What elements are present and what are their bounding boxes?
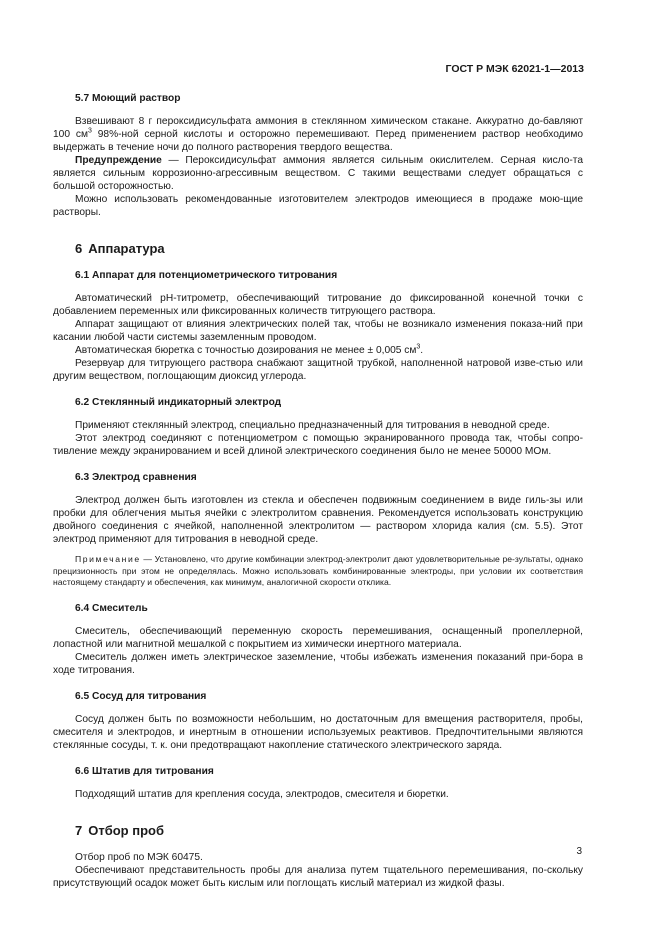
section-6-2-paragraph-2: Этот электрод соединяют с потенциометром с помощью экранированного провода так, чтобы сопро-тивление между экранированием и всей длиной электрического соединения было не менее 50000 МОм.	[53, 433, 583, 457]
section-6-2-title: 6.2 Стеклянный индикаторный электрод	[75, 397, 282, 408]
section-6-4-paragraph-2: Смеситель должен иметь электрическое заземление, чтобы избежать изменения показаний при-бора в ходе титрования.	[53, 651, 583, 676]
section-6-2-paragraph-1: Применяют стеклянный электрод, специально предназначенный для титрования в неводной среде.	[75, 420, 550, 431]
note-label: Примечание	[75, 554, 141, 564]
section-6-1-title: 6.1 Аппарат для потенциометрического титрования	[75, 270, 338, 281]
section-6-5-paragraph-1: Сосуд должен быть по возможности небольшим, но достаточным для вмещения растворителя, пробы, смесителя и электродов, и инертным в отношении используемых реактивов. Предпочтительными являются стеклянные сосуды, т. к. они предотвращают накопление статического электрического заряда.	[53, 713, 583, 751]
section-7-heading: 7 Отбор проб	[75, 822, 164, 838]
section-6-3-title: 6.3 Электрод сравнения	[75, 472, 197, 483]
warning-label: Предупреждение	[75, 155, 162, 166]
section-6-1-paragraph-2: Аппарат защищают от влияния электрических полей так, чтобы не возникало изменения показа-ний при касании любой части системы заземленным проводом.	[53, 319, 583, 343]
standard-header: ГОСТ Р МЭК 62021-1—2013	[445, 63, 584, 75]
section-6-heading: 6 Аппаратура	[75, 241, 165, 256]
section-6-3-note: Примечание — Установлено, что другие комбинации электрод-электролит дают удовлетворительные ре-зультаты, однако прецизионность при этом не определялась. Можно использовать комбинированные электроды, при условии их соответствия настоящему стандарту и обеспечения, как минимум, аналогичной скорости отклика.	[53, 554, 583, 587]
section-6-6-title: 6.6 Штатив для титрования	[75, 765, 214, 777]
section-7-paragraph-1: Отбор проб по МЭК 60475.	[75, 851, 203, 863]
section-6-4-title: 6.4 Смеситель	[75, 602, 148, 614]
section-6-1-paragraph-4: Резервуар для титрующего раствора снабжают защитной трубкой, наполненной натровой изве-стью или другим веществом, поглощающим диоксид углерода.	[53, 358, 583, 382]
section-5-7-paragraph-1: Взвешивают 8 г пероксидисульфата аммония в стеклянном химическом стакане. Аккуратно до-бавляют 100 $см^3$ 98%-ной серной кислоты и осторожно перемешивают. Перед применением раствор необходимо выдержать в течение ночи до полного растворения твердого вещества.	[53, 116, 583, 153]
section-6-1-paragraph-1: Автоматический pH-титрометр, обеспечивающий титрование до фиксированной конечной точки с добавлением переменных или фиксированных количеств титрующего раствора.	[53, 293, 583, 317]
section-6-1-paragraph-3: Автоматическая бюретка с точностью дозирования не менее ± 0,005 $см^3$.	[75, 343, 424, 356]
page-number: 3	[576, 846, 582, 857]
page-content	[53, 92, 583, 890]
section-6-3-paragraph-1: Электрод должен быть изготовлен из стекла и обеспечен подвижным соединением в виде гиль-зы или пробки для облегчения мытья ячейки с электролитом сравнения. Рекомендуется использовать конструкцию двойного соединения с ячейкой, наполненной электролитом — раствором хлорида калия (см. 5.5). Этот электрод применяют для титрования в неводной среде.	[53, 495, 583, 545]
section-6-4-paragraph-1: Смеситель, обеспечивающий переменную скорость перемешивания, оснащенный пропеллерной, лопастной или магнитной мешалкой с покрытием из химически инертного материала.	[53, 625, 583, 650]
section-7-paragraph-2: Обеспечивают представительность пробы для анализа путем тщательного перемешивания, по-скольку присутствующий осадок может быть кислым или поглощать кислый материал из жидкой фазы.	[53, 864, 583, 889]
section-5-7-title: 5.7 Моющий раствор	[75, 93, 181, 104]
section-5-7-warning: Предупреждение — Пероксидисульфат аммония является сильным окислителем. Серная кисло-та является сильным коррозионно-агрессивным веществом. С такими веществами следует обращаться с большой осторожностью.	[53, 155, 583, 192]
section-5-7-paragraph-3: Можно использовать рекомендованные изготовителем электродов имеющиеся в продаже мою-щие растворы.	[53, 194, 583, 218]
section-6-5-title: 6.5 Сосуд для титрования	[75, 690, 207, 702]
section-6-6-paragraph-1: Подходящий штатив для крепления сосуда, электродов, смесителя и бюретки.	[75, 788, 449, 800]
